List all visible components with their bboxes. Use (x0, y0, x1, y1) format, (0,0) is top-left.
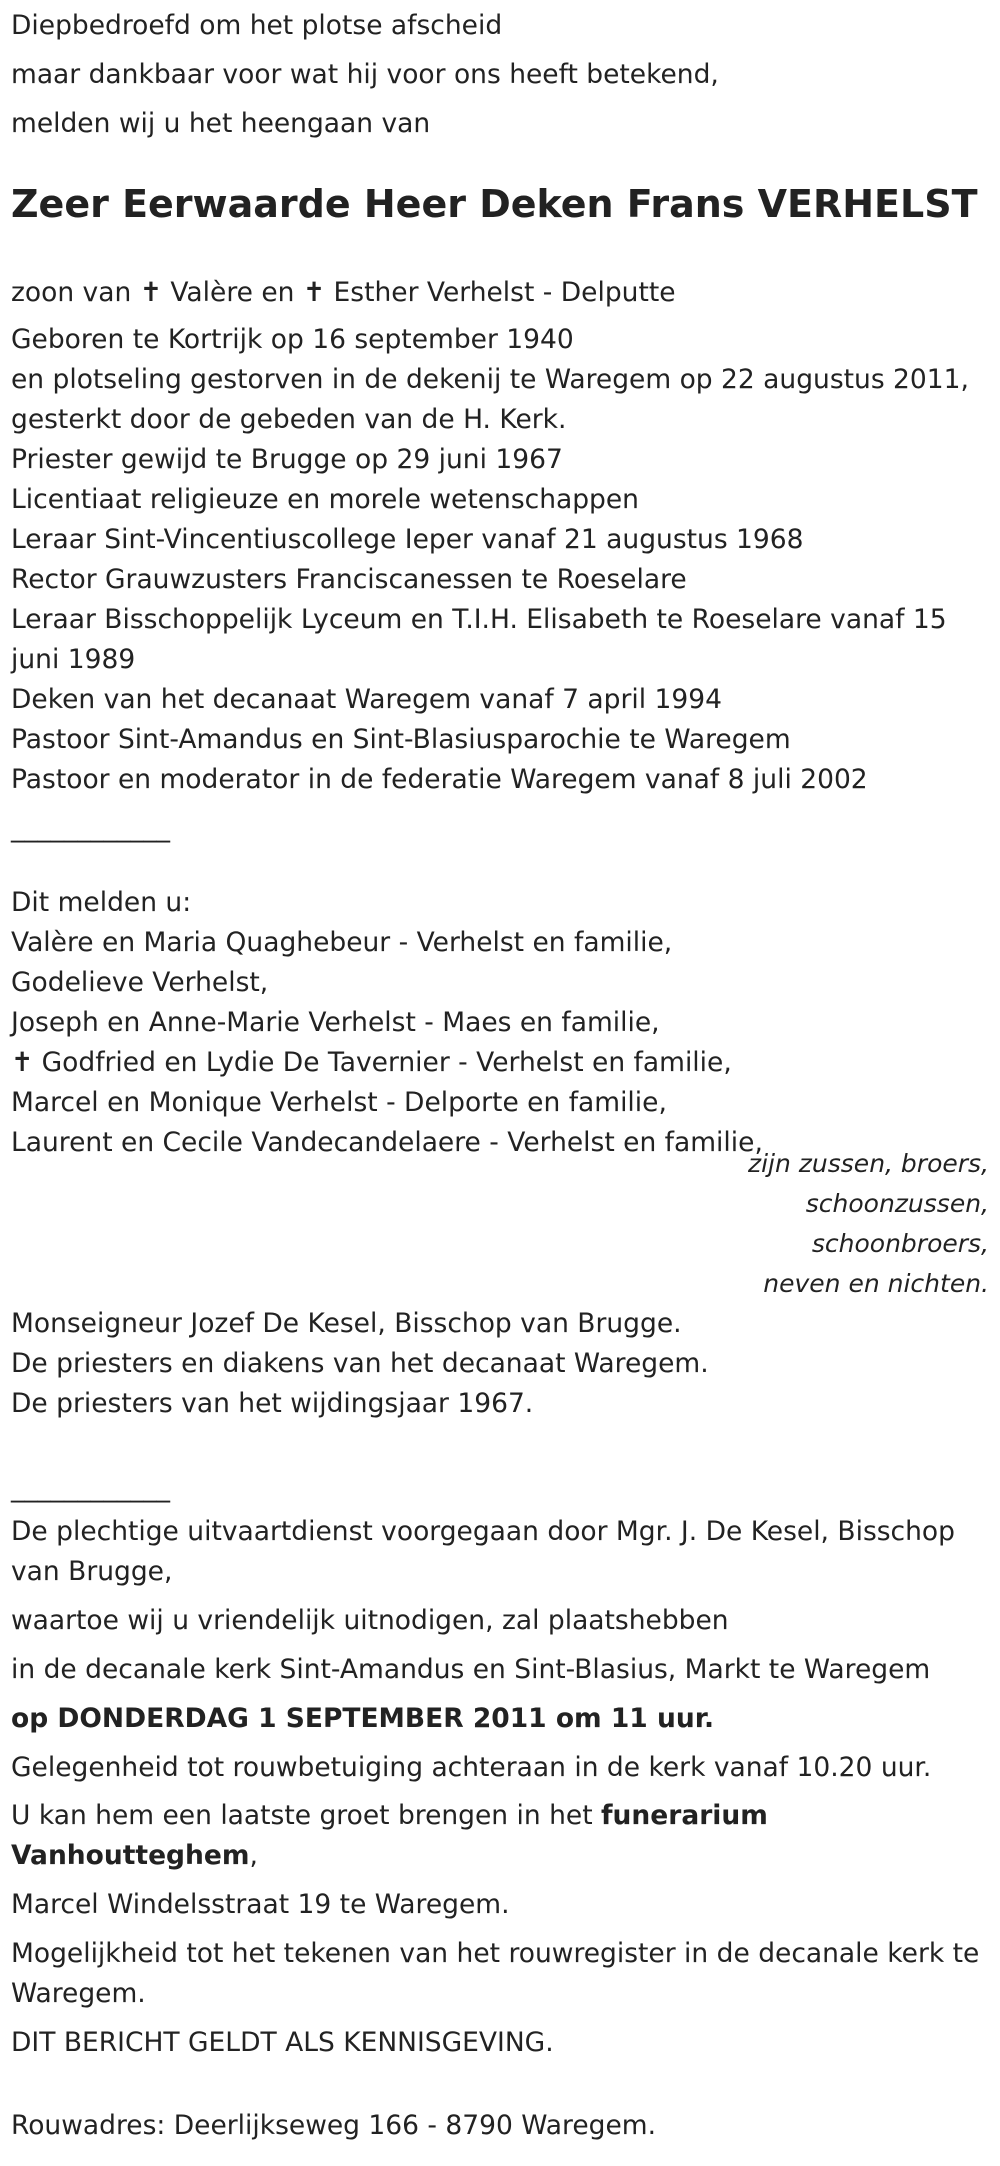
deceased-name: Zeer Eerwaarde Heer Deken Frans VERHELST (11, 182, 978, 226)
bio-line: Leraar Bisschoppelijk Lyceum en T.I.H. Elisabeth te Roeselare vanaf 15 juni 1989 (11, 604, 947, 675)
family-line-text: Godfried en Lydie De Tavernier - Verhelst en familie, (33, 1047, 732, 1078)
announcement-intro: Dit melden u: (11, 887, 192, 918)
funeral-register: Mogelijkheid tot het tekenen van het rouwregister in de decanale kerk te Waregem. (11, 1938, 980, 2009)
parents-mother: Esther Verhelst - Delputte (325, 277, 676, 308)
family-line: Joseph en Anne-Marie Verhelst - Maes en familie, (11, 1007, 660, 1038)
separator: ____________ (11, 1472, 170, 1503)
clergy-line: De priesters en diakens van het decanaat Waregem. (11, 1348, 709, 1379)
mourning-address: Rouwadres: Deerlijkseweg 166 - 8790 Waregem. (11, 2110, 656, 2141)
greeting-suffix: , (249, 1840, 258, 1871)
funeral-invitation: waartoe wij u vriendelijk uitnodigen, zal plaatshebben (11, 1605, 729, 1636)
funeral-service: De plechtige uitvaartdienst voorgegaan door Mgr. J. De Kesel, Bisschop van Brugge, (11, 1516, 955, 1587)
family-line: Valère en Maria Quaghebeur - Verhelst en familie, (11, 927, 673, 958)
bio-line: Leraar Sint-Vincentiuscollege Ieper vanaf 21 augustus 1968 (11, 524, 804, 555)
funeral-address: Marcel Windelsstraat 19 te Waregem. (11, 1889, 510, 1920)
family-line: Laurent en Cecile Vandecandelaere - Verhelst en familie, (11, 1127, 763, 1158)
parents-line (11, 273, 989, 313)
bio-line: Licentiaat religieuze en morele wetenschappen (11, 484, 639, 515)
separator: ____________ (11, 812, 170, 843)
intro-line-3: melden wij u het heengaan van (11, 108, 431, 139)
family-line: Marcel en Monique Verhelst - Delporte en familie, (11, 1087, 667, 1118)
family-relation-line: neven en nichten. (763, 1269, 989, 1298)
funeral-condolence: Gelegenheid tot rouwbetuiging achteraan in de kerk vanaf 10.20 uur. (11, 1752, 932, 1783)
family-relation-line: zijn zussen, broers, (747, 1149, 989, 1178)
bio-line: gesterkt door de gebeden van de H. Kerk. (11, 404, 567, 435)
bio-line: Geboren te Kortrijk op 16 september 1940 (11, 324, 574, 355)
family-line (11, 1043, 989, 1083)
greeting-prefix: U kan hem een laatste groet brengen in het (11, 1800, 602, 1831)
funeral-date-time-text: op DONDERDAG 1 SEPTEMBER 2011 om 11 uur. (11, 1703, 715, 1734)
intro-line-2: maar dankbaar voor wat hij voor ons heeft betekend, (11, 59, 719, 90)
funeral-notice: DIT BERICHT GELDT ALS KENNISGEVING. (11, 2027, 554, 2058)
funeral-location: in de decanale kerk Sint-Amandus en Sint-Blasius, Markt te Waregem (11, 1654, 931, 1685)
funeral-date-time (11, 1699, 989, 1739)
bio-line: Pastoor Sint-Amandus en Sint-Blasiusparochie te Waregem (11, 724, 791, 755)
intro-line-1: Diepbedroefd om het plotse afscheid (11, 10, 503, 41)
bio-line: Rector Grauwzusters Franciscanessen te Roeselare (11, 564, 687, 595)
bio-line: Priester gewijd te Brugge op 29 juni 1967 (11, 444, 563, 475)
family-relation-line: schoonbroers, (811, 1229, 989, 1258)
family-line: Godelieve Verhelst, (11, 967, 269, 998)
bio-line: Pastoor en moderator in de federatie Waregem vanaf 8 juli 2002 (11, 764, 868, 795)
family-relation-line: schoonzussen, (805, 1189, 989, 1218)
parents-prefix: zoon van (11, 277, 140, 308)
parents-father: Valère en (161, 277, 303, 308)
bio-line: Deken van het decanaat Waregem vanaf 7 april 1994 (11, 684, 722, 715)
bio-line: en plotseling gestorven in de dekenij te Waregem op 22 augustus 2011, (11, 364, 969, 395)
funeral-home: funerarium Vanhoutteghem (11, 1800, 768, 1871)
clergy-line: Monseigneur Jozef De Kesel, Bisschop van Brugge. (11, 1308, 682, 1339)
cross-icon: ✝ (302, 277, 326, 308)
funeral-greeting (11, 1796, 989, 1876)
cross-icon: ✝ (139, 277, 162, 308)
cross-icon: ✝ (11, 1047, 34, 1078)
clergy-line: De priesters van het wijdingsjaar 1967. (11, 1388, 534, 1419)
